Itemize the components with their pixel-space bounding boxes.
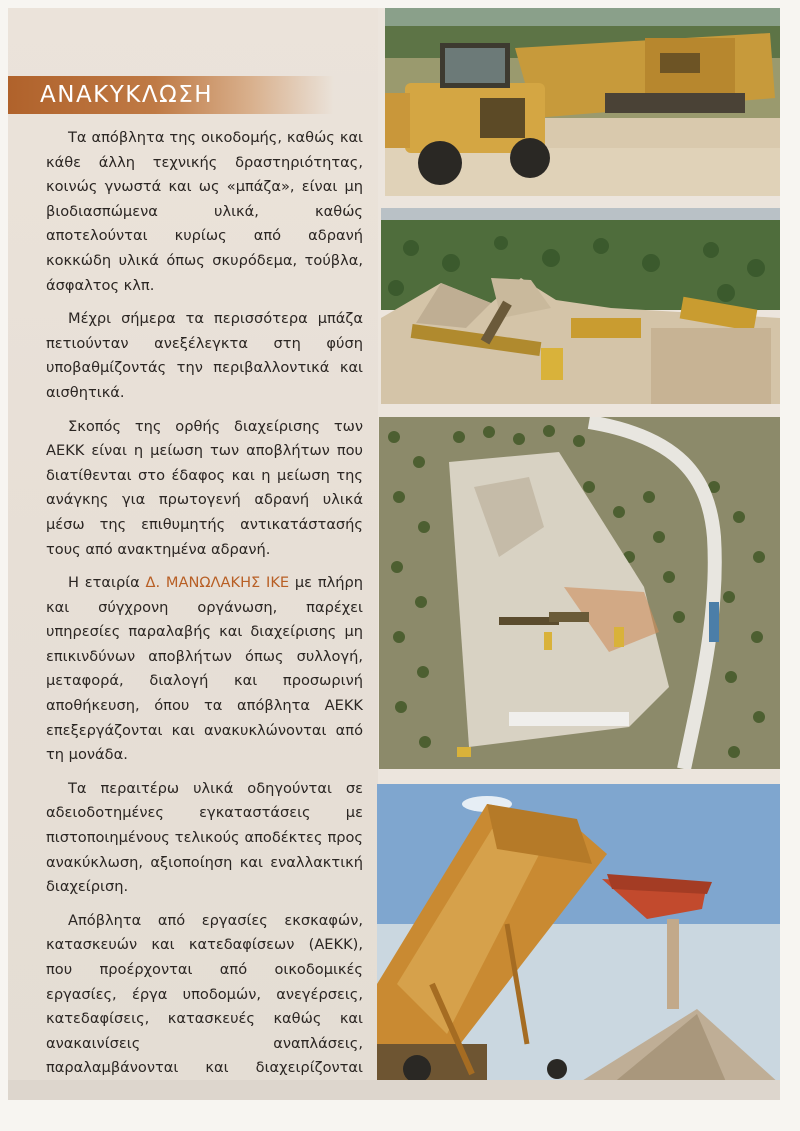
page-title: ΑΝΑΚΥΚΛΩΣΗ — [40, 82, 214, 108]
paragraph: Τα απόβλητα της οικοδομής, καθώς και κάθε άλλη τεχνικής δραστηριότητας, κοινώς γνωστά και ως «μπάζα», είναι μη βιοδιασπώμενα υλικά, καθώς αποτελούνται κυρίως από αδρανή κοκκώδη υλικά όπως σκυρόδεμα, τούβλα, άσφαλτος κλπ. — [46, 129, 363, 294]
company-intro: Η εταιρία — [68, 574, 146, 592]
page-bottom-band — [8, 1080, 780, 1100]
screening-conveyor-photo — [377, 784, 780, 1084]
company-description: με πλήρη και σύγχρονη οργάνωση, παρέχει υπηρεσίες παραλαβής και διαχείρισης μη επικινδύνων αποβλήτων όπως συλλογή, μεταφορά, διαλογή και προσωρινή αποθήκευση, όπου τα απόβλητα ΑΕΚΚ επεξεργάζονται και ανακυκλώνονται από τη μονάδα. — [46, 574, 364, 764]
text-panel — [8, 8, 378, 1100]
wheel-loader-photo — [385, 8, 780, 196]
paragraph: Απόβλητα από εργασίες εκσκαφών, κατασκευών και κατεδαφίσεων (ΑΕΚΚ), που προέρχονται από οικοδομικές εργασίες, έργα υποδομών, ανεγέρσεις, κατεδαφίσεις, κατασκευές καθώς και ανακαινίσεις αναπλάσεις, παραλαμβάνονται και διαχειρίζονται — [46, 911, 363, 1077]
paragraph: Σκοπός της ορθής διαχείρισης των ΑΕΚΚ είναι η μείωση των αποβλήτων που διατίθενται στο έδαφος και η μείωση της ανάγκης για πρωτογενή αδρανή υλικά μέσω της επιθυμητής αντικατάστασής τους από ανακτημένα αδρανή. — [46, 417, 363, 558]
company-name: Δ. ΜΑΝΩΛΑΚΗΣ ΙΚΕ — [145, 574, 290, 592]
paragraph: Μέχρι σήμερα τα περισσότερα μπάζα πετιούνταν ανεξέλεγκτα στη φύση υποβαθμίζοντάς την περιβαλλοντικά και αισθητικά. — [46, 310, 363, 401]
brochure-page — [8, 8, 780, 1100]
article-body — [46, 126, 363, 1100]
paragraph: Τα περαιτέρω υλικά οδηγούνται σε αδειοδοτημένες εγκαταστάσεις με πιστοποιημένους τελικούς αποδέκτες προς ανακύκλωση, αξιοποίηση και εναλλακτική διαχείριση. — [46, 779, 363, 896]
company-paragraph — [46, 571, 363, 768]
aerial-site-photo — [381, 208, 780, 404]
heading-banner — [8, 76, 334, 114]
overhead-site-photo — [379, 417, 780, 769]
